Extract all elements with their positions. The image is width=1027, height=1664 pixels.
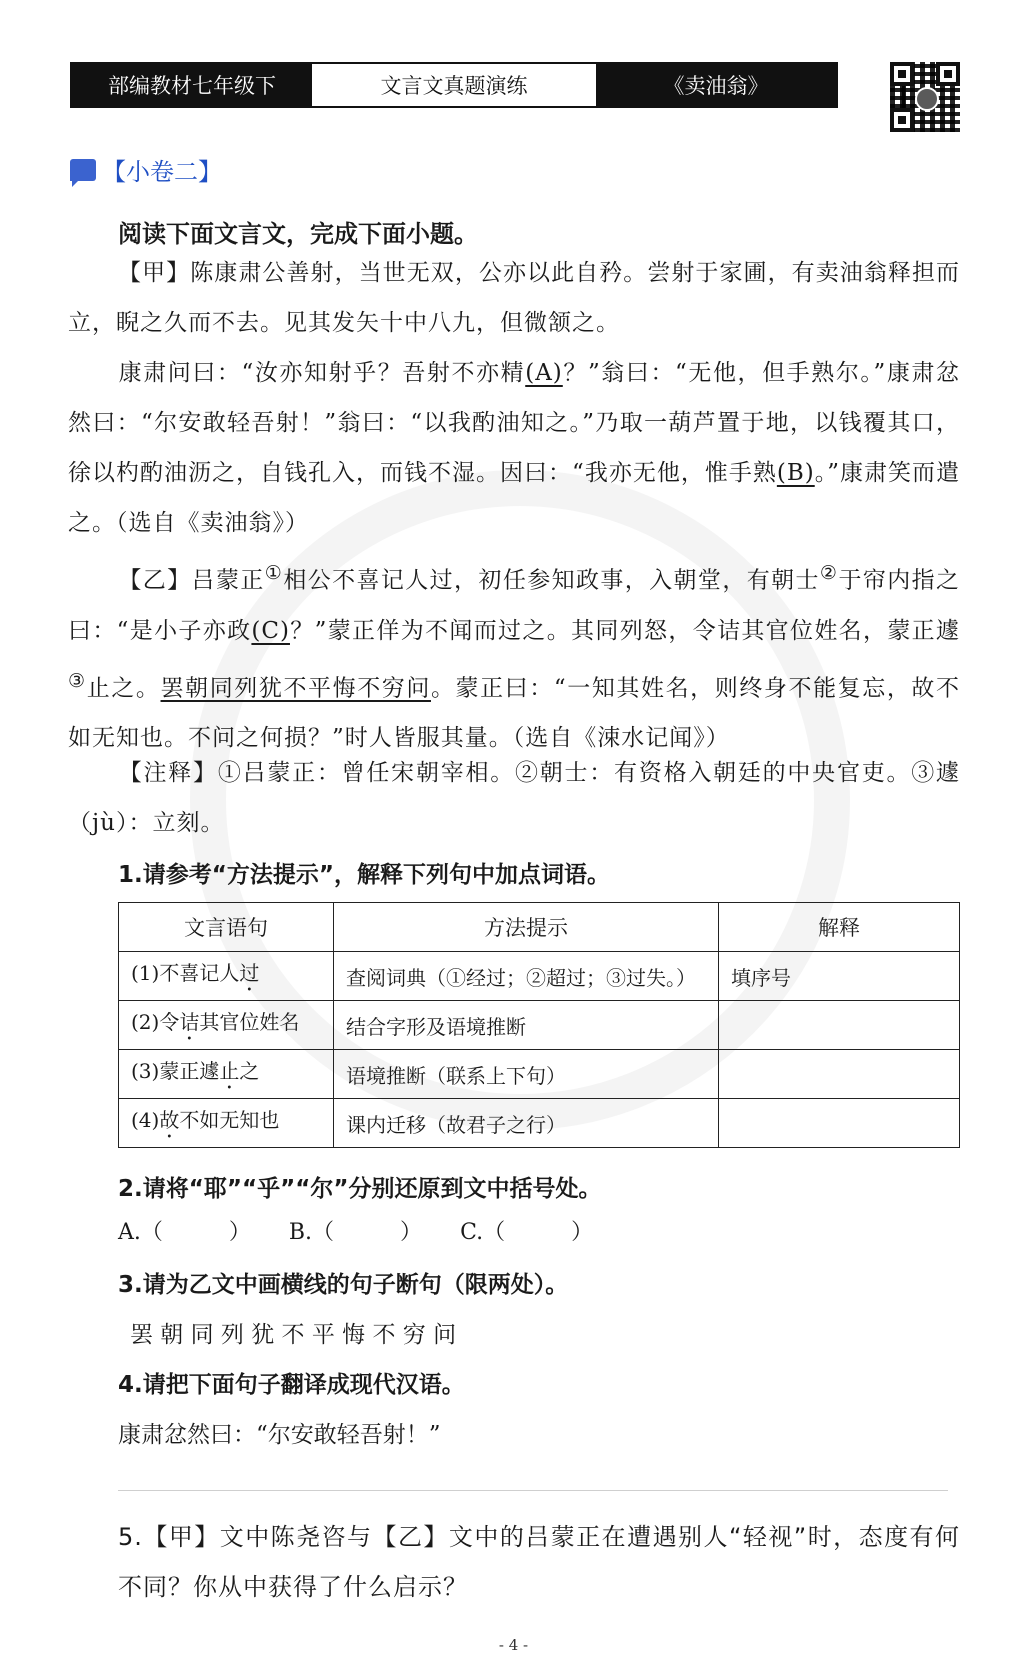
- q5-prompt: 5.【甲】文中陈尧咨与【乙】文中的吕蒙正在遭遇别人“轻视”时，态度有何不同？你从中获得了什么启示？: [118, 1523, 960, 1601]
- q4-prompt: 4.请把下面句子翻译成现代汉语。: [118, 1372, 465, 1398]
- header-topic: 文言文真题演练: [312, 64, 596, 106]
- header-lesson: 《卖油翁》: [596, 64, 836, 106]
- blank-b: (B): [776, 460, 815, 486]
- q3-prompt: 3.请为乙文中画横线的句子断句（限两处）。: [118, 1272, 569, 1298]
- q2-choices: [118, 1215, 593, 1246]
- table-header-row: 文言语句 方法提示 解释: [119, 903, 960, 952]
- passage-jia-p1: 【甲】陈康肃公善射，当世无双，公亦以此自矜。尝射于家圃，有卖油翁释担而立，睨之久而不去。见其发矢十中八九，但微颔之。: [68, 260, 960, 336]
- divider: [118, 1490, 948, 1491]
- answer-cell[interactable]: 填序号: [719, 952, 960, 1001]
- notes: 【注释】①吕蒙正：曾任宋朝宰相。②朝士：有资格入朝廷的中央官吏。③遽（jù）：立刻。: [68, 760, 960, 836]
- answer-cell[interactable]: [719, 1050, 960, 1099]
- choice-a[interactable]: A.（ ）: [118, 1220, 251, 1245]
- q1-prompt: 1.请参考“方法提示”，解释下列句中加点词语。: [118, 862, 610, 888]
- choice-b[interactable]: B.（ ）: [288, 1220, 423, 1245]
- passage-yi: 【乙】吕蒙正①相公不喜记人过，初任参知政事，入朝堂，有朝士②于帘内指之曰：“是小子亦政(C)？”蒙正佯为不闻而过之。其同列怒，令诘其官位姓名，蒙正遽③止之。罢朝同列犹不平悔不穷问。蒙正曰：“一知其姓名，则终身不能复忘，故不如无知也。不问之何损？”时人皆服其量。（选自《涑水记闻》）: [68, 561, 961, 752]
- section-title: 【小卷二】: [70, 152, 222, 187]
- answer-cell[interactable]: [719, 1099, 960, 1148]
- q1-table: [118, 902, 960, 1148]
- chat-bubble-icon: [70, 159, 96, 181]
- table-row: (2)令诘其官位姓名 结合字形及语境推断: [119, 1001, 960, 1050]
- blank-c: (C): [251, 617, 290, 644]
- table-row: (3)蒙正遽止之 语境推断（联系上下句）: [119, 1050, 960, 1099]
- blank-a: (A): [525, 360, 563, 386]
- header-bar: [70, 62, 838, 108]
- q2-prompt: 2.请将“耶”“乎”“尔”分别还原到文中括号处。: [118, 1176, 602, 1202]
- table-row: (1)不喜记人过 查阅词典（①经过；②超过；③过失。） 填序号: [119, 952, 960, 1001]
- underlined-sentence: 罢朝同列犹不平悔不穷问: [160, 675, 431, 702]
- page-number: - 4 -: [498, 1636, 529, 1654]
- choice-c[interactable]: C.（ ）: [460, 1220, 594, 1245]
- header-grade: 部编教材七年级下: [72, 64, 312, 106]
- q3-sentence: 罢 朝 同 列 犹 不 平 悔 不 穷 问: [130, 1322, 457, 1348]
- q4-sentence: 康肃忿然曰：“尔安敢轻吾射！”: [118, 1422, 441, 1448]
- reading-instruction: 阅读下面文言文，完成下面小题。: [118, 220, 478, 248]
- table-row: (4)故不如无知也 课内迁移（故君子之行）: [119, 1099, 960, 1148]
- answer-cell[interactable]: [719, 1001, 960, 1050]
- passage-jia-p2: 康肃问曰：“汝亦知射乎？吾射不亦精(A)？”翁曰：“无他，但手熟尔。”康肃忿然曰：“尔安敢轻吾射！”翁曰：“以我酌油知之。”乃取一葫芦置于地，以钱覆其口，徐以杓酌油沥之，自钱孔入，而钱不湿。因曰：“我亦无他，惟手熟(B)。”康肃笑而遣之。（选自《卖油翁》）: [68, 360, 961, 536]
- qr-code-icon: [888, 60, 962, 134]
